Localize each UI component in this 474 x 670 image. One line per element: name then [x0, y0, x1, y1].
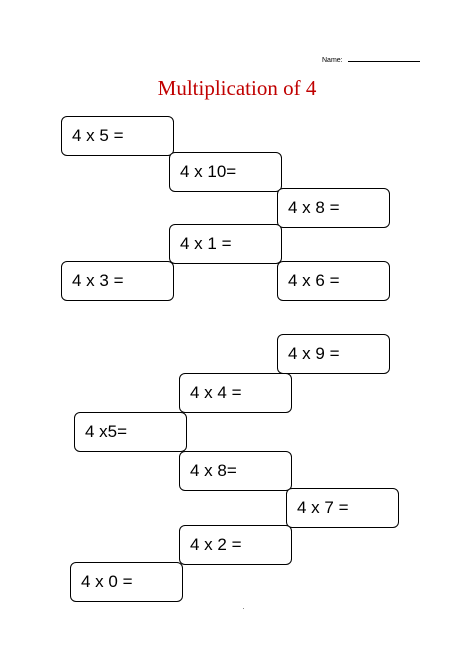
name-label: Name: [322, 57, 345, 64]
problem-box[interactable]: 4 x 0 = [70, 562, 183, 602]
name-underline [348, 61, 420, 62]
problem-box[interactable]: 4 x 6 = [277, 261, 390, 301]
problem-box[interactable]: 4 x 8 = [277, 188, 390, 228]
problem-box[interactable]: 4 x 9 = [277, 334, 390, 374]
problem-box[interactable]: 4 x 3 = [61, 261, 174, 301]
problem-box[interactable]: 4 x5= [74, 412, 187, 452]
problem-box[interactable]: 4 x 8= [179, 451, 292, 491]
problem-box[interactable]: 4 x 4 = [179, 373, 292, 413]
problem-box[interactable]: 4 x 10= [169, 152, 282, 192]
problem-box[interactable]: 4 x 5 = [61, 116, 174, 156]
problem-box[interactable]: 4 x 2 = [179, 525, 292, 565]
problem-box[interactable]: 4 x 7 = [286, 488, 399, 528]
worksheet-title: Multiplication of 4 [157, 76, 317, 100]
problem-box[interactable]: 4 x 1 = [169, 224, 282, 264]
name-field[interactable] [322, 57, 420, 64]
footer-mark [243, 608, 244, 609]
